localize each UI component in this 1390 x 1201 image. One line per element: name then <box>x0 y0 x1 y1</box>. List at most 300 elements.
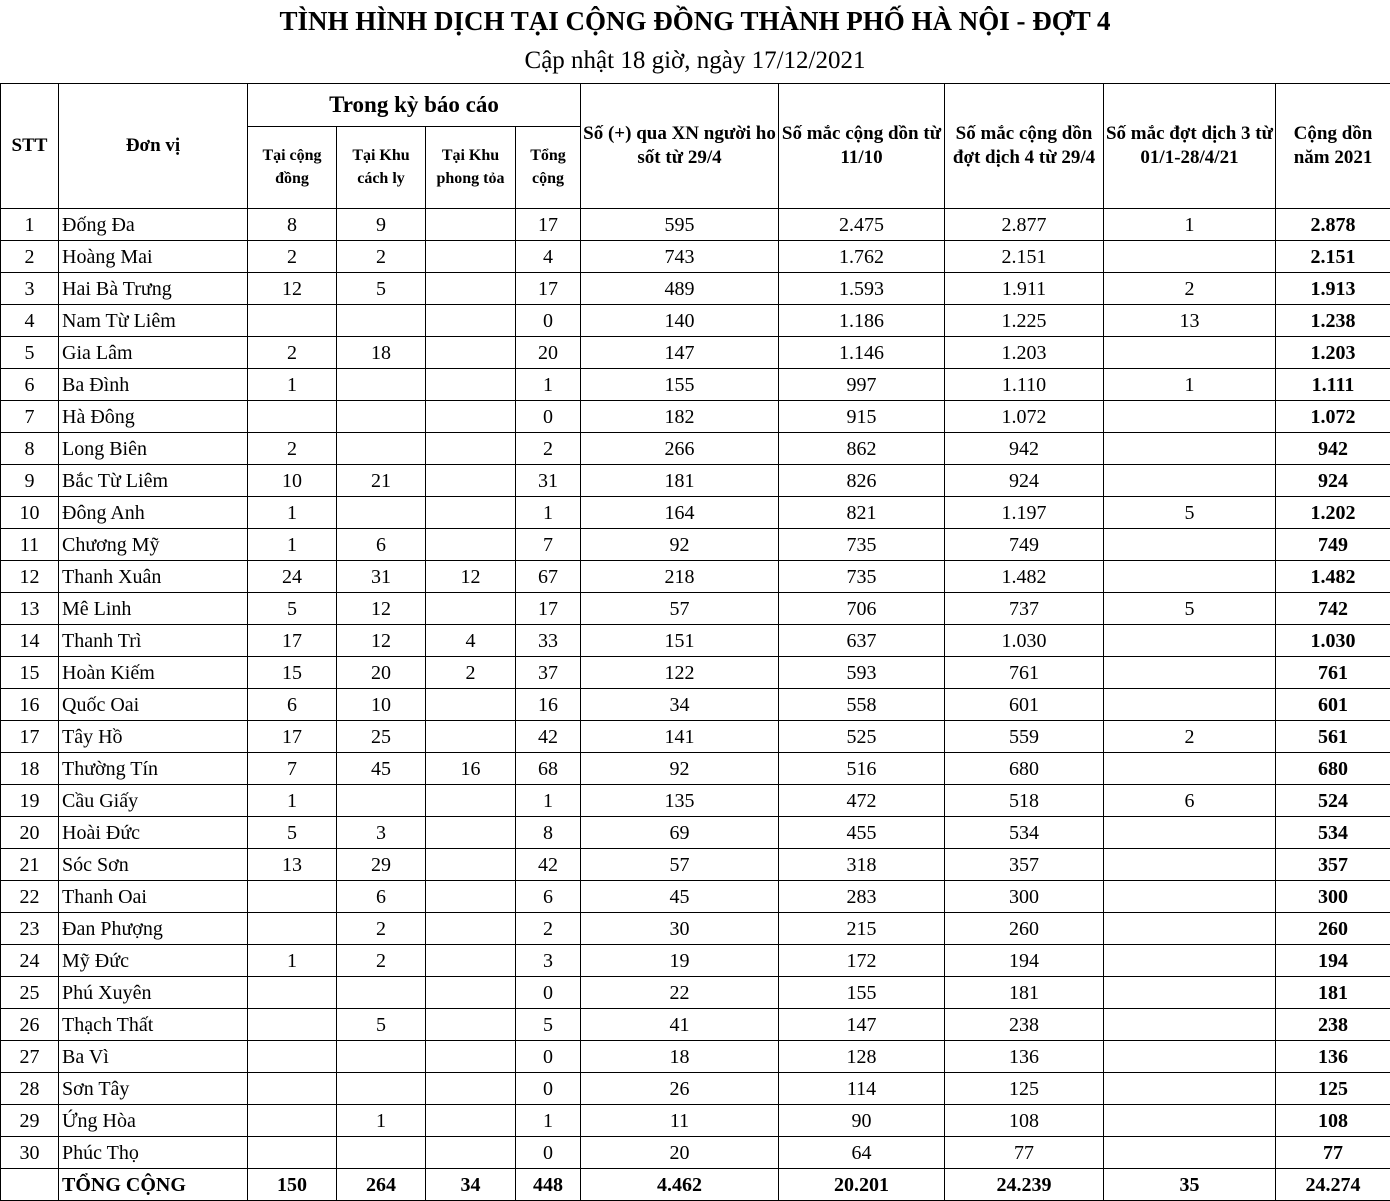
cell-tai-khu-cach-ly: 2 <box>337 913 426 945</box>
cell-don-vi: Đống Đa <box>59 209 248 241</box>
cell-tai-cong-dong: 1 <box>248 497 337 529</box>
cell-tai-khu-phong-toa <box>426 465 516 497</box>
cell-so-duong-tinh: 181 <box>581 465 779 497</box>
cell-so-duong-tinh: 20 <box>581 1137 779 1169</box>
table-row <box>1 1073 1390 1105</box>
cell-stt: 6 <box>1 369 59 401</box>
cell-so-mac-dot3 <box>1104 625 1276 657</box>
table-row <box>1 945 1390 977</box>
cell-tai-khu-phong-toa <box>426 1105 516 1137</box>
table-row <box>1 849 1390 881</box>
cell-so-duong-tinh: 92 <box>581 529 779 561</box>
cell-so-mac-tu-1110: 318 <box>779 849 945 881</box>
cell-so-mac-tu-1110: 215 <box>779 913 945 945</box>
cell-so-mac-dot4: 518 <box>945 785 1104 817</box>
cell-stt: 5 <box>1 337 59 369</box>
cell-so-mac-tu-1110: 1.593 <box>779 273 945 305</box>
cell-so-mac-dot3 <box>1104 1137 1276 1169</box>
cell-cong-don-2021: 680 <box>1276 753 1390 785</box>
cell-so-mac-dot4: 2.877 <box>945 209 1104 241</box>
cell-so-mac-dot4: 194 <box>945 945 1104 977</box>
cell-cong-don-2021: 2.151 <box>1276 241 1390 273</box>
cell-cong-don-2021: 942 <box>1276 433 1390 465</box>
cell-cong-don-2021: 924 <box>1276 465 1390 497</box>
cell-stt: 9 <box>1 465 59 497</box>
cell-tai-khu-phong-toa: 4 <box>426 625 516 657</box>
cell-tai-khu-cach-ly <box>337 1073 426 1105</box>
cell-tai-cong-dong: 12 <box>248 273 337 305</box>
cell-don-vi: Hoàn Kiếm <box>59 657 248 689</box>
cell-tai-cong-dong <box>248 977 337 1009</box>
cell-so-duong-tinh: 155 <box>581 369 779 401</box>
cell-tai-khu-cach-ly: 18 <box>337 337 426 369</box>
page-title: TÌNH HÌNH DỊCH TẠI CỘNG ĐỒNG THÀNH PHỐ HÀ NỘI - ĐỢT 4 <box>279 6 1111 36</box>
cell-so-mac-tu-1110: 826 <box>779 465 945 497</box>
cell-so-mac-tu-1110: 593 <box>779 657 945 689</box>
cell-tai-khu-cach-ly: 5 <box>337 1009 426 1041</box>
table-row <box>1 497 1390 529</box>
cell-tai-khu-cach-ly: 31 <box>337 561 426 593</box>
cell-tong-cong: 31 <box>516 465 581 497</box>
cell-so-mac-tu-1110: 472 <box>779 785 945 817</box>
header-cong-don-2021: Cộng dồn năm 2021 <box>1276 84 1390 209</box>
cell-so-duong-tinh: 57 <box>581 849 779 881</box>
cell-so-mac-dot4: 680 <box>945 753 1104 785</box>
cell-cong-don-2021: 1.202 <box>1276 497 1390 529</box>
cell-tai-cong-dong: 1 <box>248 785 337 817</box>
header-tai-khu-cach-ly: Tại Khu cách ly <box>337 127 426 209</box>
cell-so-mac-tu-1110: 525 <box>779 721 945 753</box>
cell-so-mac-dot3 <box>1104 401 1276 433</box>
cell-tai-khu-cach-ly: 29 <box>337 849 426 881</box>
cell-tai-khu-cach-ly: 12 <box>337 593 426 625</box>
cell-tai-khu-phong-toa <box>426 529 516 561</box>
cell-so-mac-dot3 <box>1104 945 1276 977</box>
cell-stt: 17 <box>1 721 59 753</box>
cell-tai-cong-dong: 5 <box>248 593 337 625</box>
cell-tong-cong: 8 <box>516 817 581 849</box>
cell-so-duong-tinh: 22 <box>581 977 779 1009</box>
cell-don-vi: Quốc Oai <box>59 689 248 721</box>
cell-so-mac-tu-1110: 128 <box>779 1041 945 1073</box>
cell-tai-khu-cach-ly <box>337 305 426 337</box>
cell-tai-cong-dong <box>248 881 337 913</box>
table-row <box>1 241 1390 273</box>
page-subtitle: Cập nhật 18 giờ, ngày 17/12/2021 <box>524 47 866 74</box>
cell-tai-cong-dong: 10 <box>248 465 337 497</box>
cell-so-mac-tu-1110: 20.201 <box>779 1169 945 1201</box>
table-row <box>1 529 1390 561</box>
cell-tai-khu-phong-toa <box>426 913 516 945</box>
cell-so-mac-dot3 <box>1104 753 1276 785</box>
cell-stt: 12 <box>1 561 59 593</box>
cell-so-mac-dot3 <box>1104 689 1276 721</box>
cell-tai-cong-dong <box>248 1105 337 1137</box>
cell-tai-cong-dong: 1 <box>248 369 337 401</box>
epidemic-table <box>0 83 1390 1201</box>
cell-tai-khu-cach-ly <box>337 1041 426 1073</box>
cell-don-vi: Long Biên <box>59 433 248 465</box>
cell-stt: 18 <box>1 753 59 785</box>
table-row <box>1 305 1390 337</box>
cell-tai-khu-phong-toa: 16 <box>426 753 516 785</box>
cell-tai-khu-phong-toa: 12 <box>426 561 516 593</box>
cell-so-mac-dot3: 2 <box>1104 273 1276 305</box>
cell-tong-cong: 1 <box>516 785 581 817</box>
cell-so-duong-tinh: 164 <box>581 497 779 529</box>
cell-cong-don-2021: 136 <box>1276 1041 1390 1073</box>
cell-tai-khu-cach-ly: 1 <box>337 1105 426 1137</box>
cell-so-mac-dot3 <box>1104 561 1276 593</box>
cell-stt: 7 <box>1 401 59 433</box>
cell-tai-cong-dong: 15 <box>248 657 337 689</box>
cell-so-mac-dot4: 924 <box>945 465 1104 497</box>
cell-so-mac-dot3: 35 <box>1104 1169 1276 1201</box>
cell-tong-cong: 0 <box>516 1137 581 1169</box>
cell-don-vi: Bắc Từ Liêm <box>59 465 248 497</box>
cell-tong-cong: 37 <box>516 657 581 689</box>
cell-tai-khu-cach-ly <box>337 785 426 817</box>
cell-tong-cong: 0 <box>516 1041 581 1073</box>
cell-so-mac-dot3 <box>1104 1041 1276 1073</box>
cell-tai-khu-phong-toa <box>426 1137 516 1169</box>
cell-so-mac-dot4: 534 <box>945 817 1104 849</box>
cell-tai-khu-phong-toa <box>426 241 516 273</box>
cell-cong-don-2021: 1.913 <box>1276 273 1390 305</box>
cell-so-duong-tinh: 26 <box>581 1073 779 1105</box>
cell-cong-don-2021: 77 <box>1276 1137 1390 1169</box>
header-don-vi: Đơn vị <box>59 84 248 209</box>
cell-tai-cong-dong <box>248 1137 337 1169</box>
cell-so-mac-dot4: 108 <box>945 1105 1104 1137</box>
cell-so-mac-tu-1110: 637 <box>779 625 945 657</box>
cell-so-duong-tinh: 92 <box>581 753 779 785</box>
total-row <box>1 1169 1390 1201</box>
cell-tai-khu-phong-toa <box>426 977 516 1009</box>
cell-so-mac-dot3: 5 <box>1104 497 1276 529</box>
cell-so-mac-dot3: 1 <box>1104 209 1276 241</box>
cell-so-mac-tu-1110: 915 <box>779 401 945 433</box>
table-row <box>1 1105 1390 1137</box>
table-row <box>1 721 1390 753</box>
header-tong-cong: Tổng cộng <box>516 127 581 209</box>
cell-so-mac-tu-1110: 516 <box>779 753 945 785</box>
cell-cong-don-2021: 749 <box>1276 529 1390 561</box>
cell-so-duong-tinh: 595 <box>581 209 779 241</box>
cell-tai-cong-dong <box>248 1073 337 1105</box>
cell-so-mac-dot3 <box>1104 881 1276 913</box>
cell-don-vi: Phúc Thọ <box>59 1137 248 1169</box>
cell-tai-khu-phong-toa <box>426 337 516 369</box>
cell-tai-cong-dong: 17 <box>248 721 337 753</box>
cell-tong-cong: 17 <box>516 209 581 241</box>
cell-don-vi: Tây Hồ <box>59 721 248 753</box>
table-row <box>1 369 1390 401</box>
cell-so-mac-dot3 <box>1104 1105 1276 1137</box>
cell-so-mac-dot4: 1.197 <box>945 497 1104 529</box>
cell-stt: 3 <box>1 273 59 305</box>
cell-cong-don-2021: 181 <box>1276 977 1390 1009</box>
cell-cong-don-2021: 561 <box>1276 721 1390 753</box>
cell-tai-khu-phong-toa <box>426 273 516 305</box>
header-trong-ky: Trong kỳ báo cáo <box>248 84 581 127</box>
cell-don-vi: Sóc Sơn <box>59 849 248 881</box>
cell-tai-khu-cach-ly <box>337 401 426 433</box>
cell-stt: 22 <box>1 881 59 913</box>
cell-tai-khu-phong-toa <box>426 1009 516 1041</box>
cell-tai-khu-cach-ly: 6 <box>337 529 426 561</box>
cell-stt: 24 <box>1 945 59 977</box>
cell-cong-don-2021: 1.238 <box>1276 305 1390 337</box>
table-row <box>1 977 1390 1009</box>
cell-tai-khu-phong-toa <box>426 1041 516 1073</box>
cell-tai-khu-phong-toa <box>426 305 516 337</box>
cell-cong-don-2021: 1.482 <box>1276 561 1390 593</box>
cell-cong-don-2021: 300 <box>1276 881 1390 913</box>
cell-don-vi: TỔNG CỘNG <box>59 1169 248 1201</box>
cell-so-mac-dot4: 300 <box>945 881 1104 913</box>
cell-so-mac-dot4: 1.911 <box>945 273 1104 305</box>
cell-tai-khu-phong-toa <box>426 401 516 433</box>
cell-tai-khu-phong-toa <box>426 209 516 241</box>
cell-don-vi: Ba Vì <box>59 1041 248 1073</box>
cell-don-vi: Phú Xuyên <box>59 977 248 1009</box>
table-row <box>1 561 1390 593</box>
cell-tai-khu-phong-toa <box>426 945 516 977</box>
cell-so-mac-dot3 <box>1104 817 1276 849</box>
cell-so-duong-tinh: 34 <box>581 689 779 721</box>
cell-cong-don-2021: 742 <box>1276 593 1390 625</box>
cell-tong-cong: 1 <box>516 1105 581 1137</box>
cell-tai-khu-cach-ly: 2 <box>337 945 426 977</box>
cell-tai-khu-cach-ly <box>337 497 426 529</box>
cell-tong-cong: 2 <box>516 433 581 465</box>
cell-cong-don-2021: 1.203 <box>1276 337 1390 369</box>
cell-tong-cong: 2 <box>516 913 581 945</box>
cell-tong-cong: 0 <box>516 305 581 337</box>
cell-don-vi: Hà Đông <box>59 401 248 433</box>
table-row <box>1 433 1390 465</box>
cell-so-mac-dot4: 1.482 <box>945 561 1104 593</box>
cell-tong-cong: 7 <box>516 529 581 561</box>
cell-tong-cong: 33 <box>516 625 581 657</box>
cell-so-mac-tu-1110: 706 <box>779 593 945 625</box>
cell-tong-cong: 67 <box>516 561 581 593</box>
cell-so-mac-tu-1110: 147 <box>779 1009 945 1041</box>
cell-tai-cong-dong: 24 <box>248 561 337 593</box>
cell-so-mac-tu-1110: 862 <box>779 433 945 465</box>
cell-tong-cong: 6 <box>516 881 581 913</box>
cell-stt: 21 <box>1 849 59 881</box>
cell-so-mac-tu-1110: 172 <box>779 945 945 977</box>
table-row <box>1 817 1390 849</box>
cell-so-duong-tinh: 4.462 <box>581 1169 779 1201</box>
cell-so-duong-tinh: 489 <box>581 273 779 305</box>
header-so-duong-tinh: Số (+) qua XN người ho sốt từ 29/4 <box>581 84 779 209</box>
cell-so-mac-dot4: 559 <box>945 721 1104 753</box>
cell-so-mac-dot4: 238 <box>945 1009 1104 1041</box>
cell-so-duong-tinh: 11 <box>581 1105 779 1137</box>
cell-so-mac-dot4: 2.151 <box>945 241 1104 273</box>
cell-stt: 23 <box>1 913 59 945</box>
cell-tong-cong: 42 <box>516 849 581 881</box>
cell-so-mac-dot4: 24.239 <box>945 1169 1104 1201</box>
cell-so-mac-dot4: 749 <box>945 529 1104 561</box>
cell-so-mac-dot4: 1.072 <box>945 401 1104 433</box>
cell-so-mac-tu-1110: 1.762 <box>779 241 945 273</box>
cell-tai-khu-cach-ly: 2 <box>337 241 426 273</box>
cell-cong-don-2021: 194 <box>1276 945 1390 977</box>
table-row <box>1 337 1390 369</box>
cell-tong-cong: 1 <box>516 497 581 529</box>
cell-so-duong-tinh: 743 <box>581 241 779 273</box>
cell-tong-cong: 0 <box>516 401 581 433</box>
cell-so-mac-tu-1110: 735 <box>779 529 945 561</box>
table-row <box>1 465 1390 497</box>
cell-tong-cong: 16 <box>516 689 581 721</box>
table-row <box>1 689 1390 721</box>
cell-tai-cong-dong: 2 <box>248 337 337 369</box>
cell-tai-khu-phong-toa <box>426 1073 516 1105</box>
cell-so-duong-tinh: 140 <box>581 305 779 337</box>
cell-tong-cong: 448 <box>516 1169 581 1201</box>
cell-tai-khu-cach-ly <box>337 1137 426 1169</box>
cell-tai-khu-cach-ly: 21 <box>337 465 426 497</box>
cell-tai-khu-phong-toa <box>426 721 516 753</box>
cell-don-vi: Thanh Xuân <box>59 561 248 593</box>
cell-tai-khu-cach-ly: 45 <box>337 753 426 785</box>
table-row <box>1 785 1390 817</box>
table-row <box>1 913 1390 945</box>
cell-tai-khu-phong-toa <box>426 433 516 465</box>
cell-so-mac-dot4: 942 <box>945 433 1104 465</box>
cell-tai-cong-dong <box>248 913 337 945</box>
cell-tong-cong: 17 <box>516 273 581 305</box>
cell-so-duong-tinh: 57 <box>581 593 779 625</box>
cell-so-mac-tu-1110: 455 <box>779 817 945 849</box>
cell-don-vi: Thường Tín <box>59 753 248 785</box>
table-row <box>1 1137 1390 1169</box>
header-tai-cong-dong: Tại cộng đồng <box>248 127 337 209</box>
cell-so-mac-dot3 <box>1104 1073 1276 1105</box>
cell-stt: 28 <box>1 1073 59 1105</box>
cell-tai-cong-dong: 1 <box>248 945 337 977</box>
cell-so-duong-tinh: 151 <box>581 625 779 657</box>
cell-stt: 25 <box>1 977 59 1009</box>
header-so-mac-dot4: Số mắc cộng dồn đợt dịch 4 từ 29/4 <box>945 84 1104 209</box>
cell-cong-don-2021: 357 <box>1276 849 1390 881</box>
cell-so-mac-dot4: 1.225 <box>945 305 1104 337</box>
cell-tai-khu-cach-ly: 264 <box>337 1169 426 1201</box>
table-row <box>1 401 1390 433</box>
cell-don-vi: Đan Phượng <box>59 913 248 945</box>
cell-so-duong-tinh: 18 <box>581 1041 779 1073</box>
cell-so-mac-dot3 <box>1104 337 1276 369</box>
cell-tai-cong-dong: 8 <box>248 209 337 241</box>
cell-cong-don-2021: 601 <box>1276 689 1390 721</box>
cell-cong-don-2021: 1.030 <box>1276 625 1390 657</box>
cell-tai-khu-phong-toa: 2 <box>426 657 516 689</box>
cell-don-vi: Sơn Tây <box>59 1073 248 1105</box>
table-row <box>1 657 1390 689</box>
cell-so-mac-dot4: 260 <box>945 913 1104 945</box>
cell-tong-cong: 5 <box>516 1009 581 1041</box>
header-tai-khu-phong-toa: Tại Khu phong tỏa <box>426 127 516 209</box>
cell-so-mac-dot3 <box>1104 529 1276 561</box>
cell-so-duong-tinh: 41 <box>581 1009 779 1041</box>
cell-so-duong-tinh: 135 <box>581 785 779 817</box>
cell-tai-cong-dong: 2 <box>248 241 337 273</box>
cell-so-mac-dot4: 1.030 <box>945 625 1104 657</box>
cell-tong-cong: 0 <box>516 977 581 1009</box>
cell-so-mac-dot4: 761 <box>945 657 1104 689</box>
cell-stt: 14 <box>1 625 59 657</box>
cell-tong-cong: 17 <box>516 593 581 625</box>
cell-cong-don-2021: 24.274 <box>1276 1169 1390 1201</box>
cell-cong-don-2021: 238 <box>1276 1009 1390 1041</box>
cell-stt: 15 <box>1 657 59 689</box>
cell-so-mac-dot3 <box>1104 433 1276 465</box>
cell-tai-cong-dong: 13 <box>248 849 337 881</box>
table-body <box>1 209 1390 1201</box>
cell-don-vi: Gia Lâm <box>59 337 248 369</box>
cell-tai-khu-cach-ly: 3 <box>337 817 426 849</box>
cell-so-mac-dot3 <box>1104 849 1276 881</box>
cell-so-mac-dot4: 357 <box>945 849 1104 881</box>
cell-tai-cong-dong: 7 <box>248 753 337 785</box>
cell-so-duong-tinh: 45 <box>581 881 779 913</box>
cell-stt: 13 <box>1 593 59 625</box>
cell-cong-don-2021: 2.878 <box>1276 209 1390 241</box>
cell-so-duong-tinh: 141 <box>581 721 779 753</box>
cell-so-duong-tinh: 182 <box>581 401 779 433</box>
cell-tai-cong-dong: 6 <box>248 689 337 721</box>
cell-don-vi: Ba Đình <box>59 369 248 401</box>
cell-stt: 26 <box>1 1009 59 1041</box>
cell-stt: 11 <box>1 529 59 561</box>
cell-so-duong-tinh: 147 <box>581 337 779 369</box>
cell-tai-khu-cach-ly: 6 <box>337 881 426 913</box>
cell-so-mac-tu-1110: 90 <box>779 1105 945 1137</box>
cell-tai-cong-dong: 1 <box>248 529 337 561</box>
cell-so-mac-dot4: 125 <box>945 1073 1104 1105</box>
cell-so-duong-tinh: 218 <box>581 561 779 593</box>
cell-tai-cong-dong <box>248 305 337 337</box>
cell-so-mac-dot4: 181 <box>945 977 1104 1009</box>
cell-stt: 4 <box>1 305 59 337</box>
cell-so-mac-tu-1110: 1.186 <box>779 305 945 337</box>
table-row <box>1 593 1390 625</box>
table-row <box>1 625 1390 657</box>
cell-don-vi: Nam Từ Liêm <box>59 305 248 337</box>
cell-tong-cong: 0 <box>516 1073 581 1105</box>
cell-so-mac-dot3 <box>1104 977 1276 1009</box>
cell-cong-don-2021: 1.072 <box>1276 401 1390 433</box>
cell-tai-khu-cach-ly <box>337 977 426 1009</box>
cell-so-mac-tu-1110: 558 <box>779 689 945 721</box>
cell-tai-khu-phong-toa <box>426 593 516 625</box>
cell-cong-don-2021: 1.111 <box>1276 369 1390 401</box>
header-so-mac-tu-1110: Số mắc cộng dồn từ 11/10 <box>779 84 945 209</box>
cell-don-vi: Mỹ Đức <box>59 945 248 977</box>
cell-so-mac-dot4: 136 <box>945 1041 1104 1073</box>
cell-don-vi: Thanh Trì <box>59 625 248 657</box>
cell-so-mac-tu-1110: 2.475 <box>779 209 945 241</box>
table-row <box>1 753 1390 785</box>
cell-cong-don-2021: 108 <box>1276 1105 1390 1137</box>
cell-tong-cong: 3 <box>516 945 581 977</box>
cell-don-vi: Chương Mỹ <box>59 529 248 561</box>
